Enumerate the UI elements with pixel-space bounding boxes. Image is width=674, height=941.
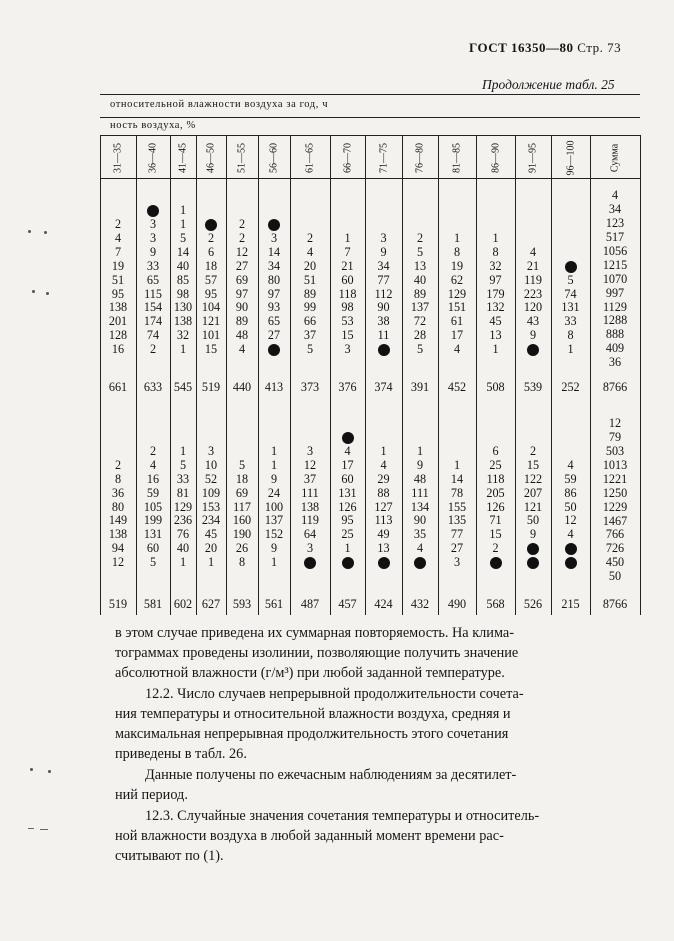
column-total: 8766 [602, 380, 628, 394]
column-total: 539 [523, 380, 543, 394]
filled-circle-icon [378, 557, 390, 569]
text-line: ной влажности воздуха в любой заданный момент времени рас- [115, 828, 504, 844]
table-cell: 1 4 29 88 127 113 49 13 [365, 445, 402, 570]
table-cell: 1 14 78 155 135 77 27 3 [447, 457, 467, 570]
column-total: 519 [108, 597, 128, 611]
table-cell: 6 25 118 205 126 71 15 2 [476, 445, 515, 570]
column-total: 602 [173, 597, 193, 611]
column-total: 633 [143, 380, 163, 394]
column-total: 519 [201, 380, 221, 394]
column-total: 8766 [602, 597, 628, 611]
filled-circle-icon [342, 432, 354, 444]
table-cell: 5 74 131 33 8 1 [551, 260, 590, 357]
filled-circle-icon [268, 219, 280, 231]
column-header: 56—60 [268, 143, 280, 173]
table-cell: 1 1 5 14 40 85 98 130 138 32 1 [173, 203, 193, 357]
column-header: 81—85 [451, 143, 463, 173]
column-header: 91—95 [527, 143, 539, 173]
table-cell: 12 79 503 1013 1221 1250 1229 1467 766 726 450 50 [602, 416, 628, 584]
table-cell: 1 8 32 97 179 132 45 13 1 [486, 230, 505, 357]
column-header: 76—80 [414, 143, 426, 173]
column-total: 581 [143, 597, 163, 611]
table-cell: 2 6 18 57 95 104 121 101 15 [196, 218, 226, 357]
filled-circle-icon [565, 557, 577, 569]
column-header: 51—55 [236, 143, 248, 173]
table-cell: 4 59 86 50 12 4 [551, 459, 590, 570]
filled-circle-icon [565, 543, 577, 555]
column-header: 86—90 [490, 143, 501, 173]
text-line: 12.3. Случайные значения сочетания температуры и относитель- [145, 808, 540, 824]
page-number: Стр. 73 [577, 40, 622, 55]
table-cell: 1 8 19 62 129 151 61 17 4 [447, 230, 467, 357]
column-total: 413 [264, 380, 284, 394]
table-cell: 1 5 33 81 129 236 76 40 1 [173, 443, 193, 570]
column-total: 661 [108, 380, 128, 394]
column-total: 215 [561, 597, 580, 611]
column-total: 487 [300, 597, 320, 611]
table-cell: 1 1 9 24 100 137 152 9 1 [264, 443, 284, 570]
column-total: 508 [486, 380, 505, 394]
table-cell: 3 3 9 33 65 115 154 174 74 2 [136, 204, 170, 357]
filled-circle-icon [490, 557, 502, 569]
text-line: в этом случае приведена их суммарная повторяемость. На клима- [115, 625, 515, 641]
table-subheader-hours: относительной влажности воздуха за год, ч [110, 99, 329, 110]
table-cell: 5 18 69 117 160 190 26 8 [232, 457, 252, 570]
filled-circle-icon [147, 205, 159, 217]
table-cell: 2 8 36 80 149 138 94 12 [108, 457, 128, 570]
column-total: 593 [232, 597, 252, 611]
page-header [469, 40, 621, 56]
text-line: абсолютной влажности (г/м³) при любой заданной температуре. [115, 665, 505, 681]
text-line: 12.2. Число случаев непрерывной продолжительности сочета- [145, 686, 524, 702]
filled-circle-icon [268, 344, 280, 356]
table-cell: 3 10 52 109 153 234 45 20 1 [201, 443, 221, 570]
filled-circle-icon [414, 557, 426, 569]
column-total: 373 [300, 380, 320, 394]
gost-title: ГОСТ 16350—80 [469, 40, 574, 55]
column-header: 31—35 [112, 143, 124, 173]
table-cell: 3 9 34 77 112 90 38 11 [365, 232, 402, 357]
column-total: 374 [374, 380, 393, 394]
table-cell: 4 21 119 223 120 43 9 [515, 246, 551, 357]
table-cell: 1 9 48 111 134 90 35 4 [402, 445, 438, 570]
column-header: 71—75 [378, 143, 389, 173]
column-total: 440 [232, 380, 252, 394]
table-cell: 2 4 7 19 51 95 138 201 128 16 [108, 217, 128, 357]
column-header: Сумма [609, 143, 621, 173]
column-total: 452 [447, 380, 467, 394]
filled-circle-icon [205, 219, 217, 231]
text-line: ний период. [115, 787, 188, 803]
text-line: приведены в табл. 26. [115, 746, 247, 762]
column-total: 568 [486, 597, 505, 611]
text-line: считывают по (1). [115, 848, 224, 864]
filled-circle-icon [304, 557, 316, 569]
table-cell: 2 15 122 207 121 50 9 [515, 445, 551, 570]
table-cell: 2 4 16 59 105 199 131 60 5 [143, 443, 163, 570]
table-cell: 4 34 123 517 1056 1215 1070 997 1129 1288 888 409 36 [602, 188, 628, 370]
text-line: Данные получены по ежечасным наблюдениям за десятилет- [145, 767, 517, 783]
filled-circle-icon [342, 557, 354, 569]
column-header: 41—45 [177, 143, 189, 173]
table-cell: 1 7 21 60 118 98 53 15 3 [338, 230, 357, 357]
column-total: 252 [561, 380, 580, 394]
column-header: 46—50 [205, 143, 217, 173]
column-total: 376 [338, 380, 357, 394]
column-total: 561 [264, 597, 284, 611]
table-continuation-label: Продолжение табл. 25 [482, 77, 615, 92]
column-total: 457 [338, 597, 357, 611]
column-header: 96—100 [565, 140, 576, 176]
filled-circle-icon [527, 543, 539, 555]
table-cell: 3 14 34 80 97 93 65 27 [258, 218, 290, 357]
column-header: 36—40 [147, 143, 159, 173]
filled-circle-icon [378, 344, 390, 356]
table-cell: 2 4 20 51 89 99 66 37 5 [303, 230, 317, 357]
column-total: 490 [447, 597, 467, 611]
table-cell: 4 17 60 131 126 95 25 1 [330, 431, 365, 570]
column-divider [640, 135, 641, 615]
column-total: 391 [410, 380, 430, 394]
filled-circle-icon [565, 261, 577, 273]
column-header: 66—70 [342, 143, 353, 173]
filled-circle-icon [527, 344, 539, 356]
table-subheader-humidity: ность воздуха, % [110, 120, 196, 131]
table-cell: 2 2 12 27 69 97 90 89 48 4 [235, 217, 249, 357]
column-total: 424 [374, 597, 393, 611]
filled-circle-icon [527, 557, 539, 569]
column-total: 545 [173, 380, 193, 394]
table-cell: 3 12 37 111 138 119 64 3 [290, 445, 330, 570]
column-total: 432 [410, 597, 430, 611]
column-total: 627 [201, 597, 221, 611]
text-line: тограммах проведены изолинии, позволяющие получить значение [115, 645, 519, 661]
column-total: 526 [523, 597, 543, 611]
text-line: максимальная непрерывная продолжительность этого сочетания [115, 726, 509, 742]
column-header: 61—65 [304, 143, 316, 173]
text-line: ния температуры и относительной влажности воздуха, средняя и [115, 706, 511, 722]
table-cell: 2 5 13 40 89 137 72 28 5 [410, 230, 430, 357]
